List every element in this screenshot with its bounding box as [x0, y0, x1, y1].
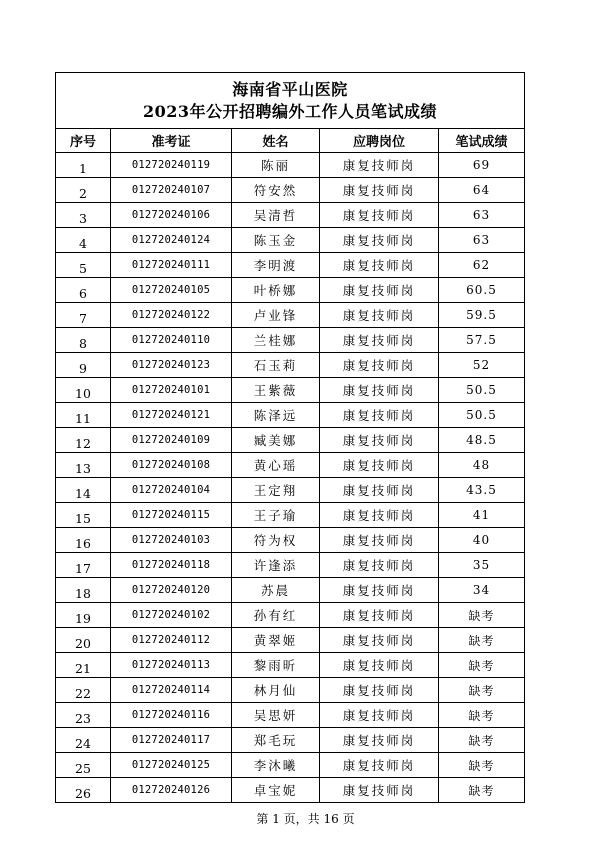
ticket-number: 012720240101: [111, 378, 232, 403]
candidate-name: 陈丽: [232, 153, 320, 178]
written-score: 63: [439, 203, 525, 228]
table-row: [56, 703, 525, 728]
table-row: [56, 503, 525, 528]
applied-post: 康复技师岗: [320, 403, 439, 428]
candidate-name: 吴清哲: [232, 203, 320, 228]
applied-post: 康复技师岗: [320, 728, 439, 753]
applied-post: 康复技师岗: [320, 653, 439, 678]
applied-post: 康复技师岗: [320, 178, 439, 203]
applied-post: 康复技师岗: [320, 228, 439, 253]
candidate-name: 兰桂娜: [232, 328, 320, 353]
ticket-number: 012720240102: [111, 603, 232, 628]
row-seq: 25: [56, 753, 111, 778]
written-score: 69: [439, 153, 525, 178]
applied-post: 康复技师岗: [320, 578, 439, 603]
row-seq: 24: [56, 728, 111, 753]
ticket-number: 012720240107: [111, 178, 232, 203]
candidate-name: 许逢添: [232, 553, 320, 578]
written-score: 35: [439, 553, 525, 578]
ticket-number: 012720240114: [111, 678, 232, 703]
candidate-name: 苏晨: [232, 578, 320, 603]
candidate-name: 吴思妍: [232, 703, 320, 728]
applied-post: 康复技师岗: [320, 253, 439, 278]
row-seq: 11: [56, 403, 111, 428]
applied-post: 康复技师岗: [320, 303, 439, 328]
table-row: [56, 353, 525, 378]
row-seq: 5: [56, 253, 111, 278]
table-row: [56, 153, 525, 178]
row-seq: 13: [56, 453, 111, 478]
ticket-number: 012720240106: [111, 203, 232, 228]
table-row: [56, 553, 525, 578]
written-score: 63: [439, 228, 525, 253]
row-seq: 10: [56, 378, 111, 403]
written-score: 43.5: [439, 478, 525, 503]
written-score: 缺考: [439, 628, 525, 653]
row-seq: 16: [56, 528, 111, 553]
written-score: 40: [439, 528, 525, 553]
candidate-name: 符为权: [232, 528, 320, 553]
header-name: 姓名: [232, 129, 320, 153]
ticket-number: 012720240125: [111, 753, 232, 778]
header-score: 笔试成绩: [439, 129, 525, 153]
ticket-number: 012720240123: [111, 353, 232, 378]
table-row: [56, 778, 525, 803]
written-score: 34: [439, 578, 525, 603]
table-row: [56, 178, 525, 203]
row-seq: 26: [56, 778, 111, 803]
header-ticket: 准考证: [111, 129, 232, 153]
candidate-name: 石玉莉: [232, 353, 320, 378]
written-score: 缺考: [439, 728, 525, 753]
ticket-number: 012720240105: [111, 278, 232, 303]
row-seq: 14: [56, 478, 111, 503]
row-seq: 22: [56, 678, 111, 703]
ticket-number: 012720240103: [111, 528, 232, 553]
ticket-number: 012720240109: [111, 428, 232, 453]
applied-post: 康复技师岗: [320, 703, 439, 728]
row-seq: 9: [56, 353, 111, 378]
header-seq: 序号: [56, 129, 111, 153]
row-seq: 21: [56, 653, 111, 678]
ticket-number: 012720240111: [111, 253, 232, 278]
candidate-name: 孙有红: [232, 603, 320, 628]
written-score: 缺考: [439, 778, 525, 803]
candidate-name: 臧美娜: [232, 428, 320, 453]
candidate-name: 李沐曦: [232, 753, 320, 778]
candidate-name: 黎雨昕: [232, 653, 320, 678]
written-score: 52: [439, 353, 525, 378]
table-row: [56, 603, 525, 628]
written-score: 48.5: [439, 428, 525, 453]
candidate-name: 郑毛玩: [232, 728, 320, 753]
hospital-name: 海南省平山医院: [232, 79, 348, 99]
ticket-number: 012720240121: [111, 403, 232, 428]
ticket-number: 012720240115: [111, 503, 232, 528]
applied-post: 康复技师岗: [320, 678, 439, 703]
row-seq: 4: [56, 228, 111, 253]
table-row: [56, 528, 525, 553]
applied-post: 康复技师岗: [320, 153, 439, 178]
header-post: 应聘岗位: [320, 129, 439, 153]
row-seq: 1: [56, 153, 111, 178]
candidate-name: 黄翠姬: [232, 628, 320, 653]
table-row: [56, 278, 525, 303]
candidate-name: 李明渡: [232, 253, 320, 278]
table-row: [56, 328, 525, 353]
page-footer: 第 1 页，共 16 页: [256, 812, 355, 826]
applied-post: 康复技师岗: [320, 603, 439, 628]
ticket-number: 012720240117: [111, 728, 232, 753]
written-score: 60.5: [439, 278, 525, 303]
row-seq: 6: [56, 278, 111, 303]
candidate-name: 林月仙: [232, 678, 320, 703]
table-row: [56, 653, 525, 678]
ticket-number: 012720240118: [111, 553, 232, 578]
table-row: [56, 753, 525, 778]
candidate-name: 叶桥娜: [232, 278, 320, 303]
written-score: 缺考: [439, 703, 525, 728]
row-seq: 3: [56, 203, 111, 228]
applied-post: 康复技师岗: [320, 778, 439, 803]
written-score: 59.5: [439, 303, 525, 328]
applied-post: 康复技师岗: [320, 478, 439, 503]
ticket-number: 012720240113: [111, 653, 232, 678]
table-title: [56, 73, 525, 129]
candidate-name: 王子瑜: [232, 503, 320, 528]
row-seq: 23: [56, 703, 111, 728]
row-seq: 7: [56, 303, 111, 328]
row-seq: 18: [56, 578, 111, 603]
ticket-number: 012720240116: [111, 703, 232, 728]
written-score: 50.5: [439, 403, 525, 428]
applied-post: 康复技师岗: [320, 628, 439, 653]
applied-post: 康复技师岗: [320, 278, 439, 303]
row-seq: 8: [56, 328, 111, 353]
applied-post: 康复技师岗: [320, 428, 439, 453]
written-score: 62: [439, 253, 525, 278]
row-seq: 12: [56, 428, 111, 453]
ticket-number: 012720240122: [111, 303, 232, 328]
table-row: [56, 303, 525, 328]
table-row: [56, 478, 525, 503]
table-row: [56, 628, 525, 653]
row-seq: 17: [56, 553, 111, 578]
candidate-name: 王定翔: [232, 478, 320, 503]
table-row: [56, 728, 525, 753]
candidate-name: 卓宝妮: [232, 778, 320, 803]
candidate-name: 王紫薇: [232, 378, 320, 403]
written-score: 48: [439, 453, 525, 478]
written-score: 50.5: [439, 378, 525, 403]
candidate-name: 陈玉金: [232, 228, 320, 253]
table-row: [56, 203, 525, 228]
written-score: 64: [439, 178, 525, 203]
table-row: [56, 228, 525, 253]
table-row: [56, 403, 525, 428]
written-score: 缺考: [439, 678, 525, 703]
candidate-name: 陈泽远: [232, 403, 320, 428]
candidate-name: 符安然: [232, 178, 320, 203]
table-row: [56, 678, 525, 703]
applied-post: 康复技师岗: [320, 203, 439, 228]
table-row: [56, 453, 525, 478]
applied-post: 康复技师岗: [320, 353, 439, 378]
written-score: 缺考: [439, 653, 525, 678]
ticket-number: 012720240120: [111, 578, 232, 603]
ticket-number: 012720240108: [111, 453, 232, 478]
ticket-number: 012720240126: [111, 778, 232, 803]
header-row: [56, 129, 525, 153]
score-table: [55, 72, 525, 803]
ticket-number: 012720240112: [111, 628, 232, 653]
row-seq: 2: [56, 178, 111, 203]
applied-post: 康复技师岗: [320, 528, 439, 553]
written-score: 41: [439, 503, 525, 528]
applied-post: 康复技师岗: [320, 453, 439, 478]
applied-post: 康复技师岗: [320, 378, 439, 403]
table-row: [56, 428, 525, 453]
row-seq: 19: [56, 603, 111, 628]
written-score: 缺考: [439, 603, 525, 628]
applied-post: 康复技师岗: [320, 328, 439, 353]
candidate-name: 卢业锋: [232, 303, 320, 328]
applied-post: 康复技师岗: [320, 553, 439, 578]
ticket-number: 012720240119: [111, 153, 232, 178]
row-seq: 15: [56, 503, 111, 528]
written-score: 57.5: [439, 328, 525, 353]
ticket-number: 012720240124: [111, 228, 232, 253]
applied-post: 康复技师岗: [320, 753, 439, 778]
table-row: [56, 253, 525, 278]
candidate-name: 黄心瑶: [232, 453, 320, 478]
table-body: [56, 153, 525, 803]
ticket-number: 012720240104: [111, 478, 232, 503]
ticket-number: 012720240110: [111, 328, 232, 353]
applied-post: 康复技师岗: [320, 503, 439, 528]
table-row: [56, 378, 525, 403]
row-seq: 20: [56, 628, 111, 653]
exam-title: 2023年公开招聘编外工作人员笔试成绩: [143, 101, 438, 121]
table-row: [56, 578, 525, 603]
written-score: 缺考: [439, 753, 525, 778]
